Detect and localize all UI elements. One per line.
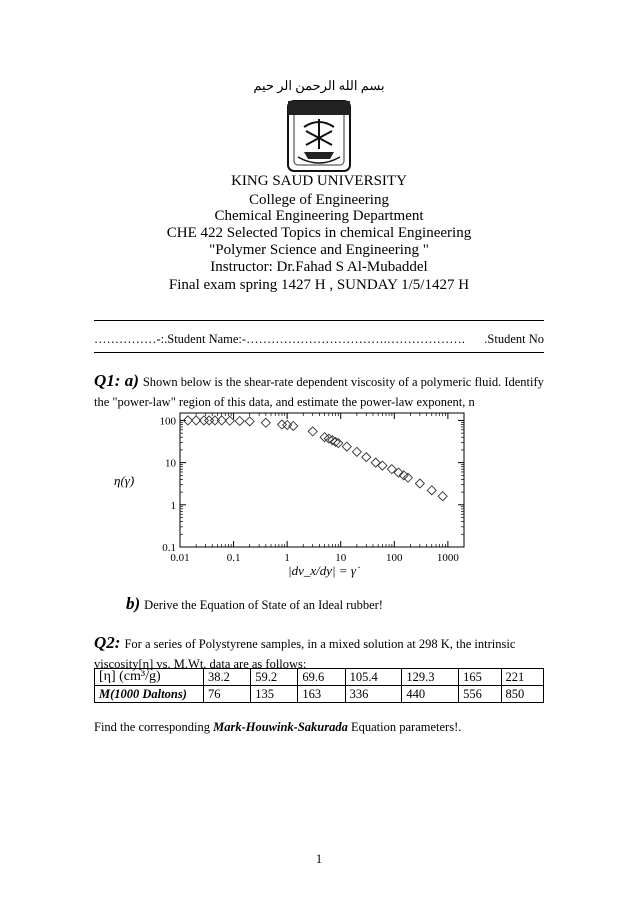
- exam-info: Final exam spring 1427 H , SUNDAY 1/5/1427 H: [168, 277, 470, 293]
- x-axis-label: |dv_x/dy| = γ̇: [288, 563, 356, 578]
- table-cell: 221: [501, 669, 543, 686]
- data-point: [415, 479, 424, 488]
- data-point: [427, 486, 436, 495]
- table-cell: 336: [345, 686, 402, 703]
- q2-text: For a series of Polystyrene samples, in a mixed solution at 298 K, the intrinsic viscosity[η] vs. M.Wt. data are as follows:: [94, 637, 516, 671]
- data-point: [225, 416, 234, 425]
- data-point: [438, 492, 447, 501]
- find-instruction: [94, 720, 461, 735]
- y-axis-label: η(γ̇): [114, 473, 135, 488]
- college-name: College of Engineering: [249, 192, 389, 208]
- data-point: [217, 416, 226, 425]
- viscosity-chart: [100, 405, 480, 585]
- row1-header: [η] (cm³/g): [95, 669, 204, 686]
- table-row: [95, 669, 544, 686]
- y-tick-label: 10: [165, 457, 176, 470]
- student-name-field: ……………-:.Student Name:-…………………………….……………….: [94, 332, 465, 346]
- table-cell: 135: [251, 686, 298, 703]
- data-point: [261, 418, 270, 427]
- table-cell: 105.4: [345, 669, 402, 686]
- course-title: CHE 422 Selected Topics in chemical Engineering: [166, 225, 472, 241]
- y-tick-label: 100: [159, 415, 176, 428]
- university-logo: [280, 97, 358, 175]
- q1-text: Shown below is the shear-rate dependent viscosity of a polymeric fluid. Identify the "power-law" region of this data, and estimate the power-law exponent, n: [94, 375, 544, 409]
- data-point: [371, 458, 380, 467]
- data-table: [94, 668, 544, 703]
- table-cell: 76: [204, 686, 251, 703]
- data-point: [387, 465, 396, 474]
- row2-header: M(1000 Daltons): [95, 686, 204, 703]
- page-number: 1: [315, 852, 323, 866]
- instructor: Instructor: Dr.Fahad S Al-Mubaddel: [210, 259, 428, 275]
- find-emph: Mark-Houwink-Sakurada: [213, 720, 348, 734]
- data-point: [378, 461, 387, 470]
- table-cell: 440: [402, 686, 459, 703]
- x-tick-label: 0.01: [170, 552, 190, 564]
- table-cell: 556: [459, 686, 501, 703]
- table-cell: 38.2: [204, 669, 251, 686]
- table-cell: 69.6: [298, 669, 345, 686]
- q1b-label: b): [126, 594, 141, 613]
- data-point: [235, 416, 244, 425]
- divider-top: [94, 320, 544, 321]
- x-tick-label: 100: [386, 552, 403, 564]
- y-tick-label: 1: [170, 499, 176, 512]
- x-tick-label: 1: [284, 552, 290, 564]
- course-subtitle: "Polymer Science and Engineering ": [209, 242, 429, 258]
- x-tick-label: 0.1: [226, 552, 241, 564]
- department-name: Chemical Engineering Department: [214, 208, 424, 224]
- q1b-text: Derive the Equation of State of an Ideal rubber!: [144, 598, 383, 612]
- q2-label: Q2:: [94, 633, 121, 652]
- data-point: [308, 427, 317, 436]
- university-name: KING SAUD UNIVERSITY: [231, 173, 407, 189]
- student-no-label: .Student No: [484, 332, 544, 346]
- data-point: [352, 447, 361, 456]
- table-row: [95, 686, 544, 703]
- table-cell: 163: [298, 686, 345, 703]
- table-cell: 850: [501, 686, 543, 703]
- student-line: [94, 332, 544, 347]
- divider-bottom: [94, 352, 544, 353]
- x-tick-label: 1000: [436, 552, 459, 564]
- data-point: [205, 416, 214, 425]
- bismillah: بسم الله الرحمن الر حيم: [253, 78, 385, 93]
- q1-label: Q1: a): [94, 371, 139, 390]
- x-tick-label: 10: [335, 552, 347, 564]
- table-cell: 165: [459, 669, 501, 686]
- data-point: [210, 416, 219, 425]
- find-pre: Find the corresponding: [94, 720, 214, 734]
- table-cell: 59.2: [251, 669, 298, 686]
- find-post: Equation parameters!.: [347, 720, 462, 734]
- y-tick-label: 0.1: [162, 542, 176, 554]
- data-point: [362, 453, 371, 462]
- data-point: [245, 417, 254, 426]
- question-1b: [126, 594, 383, 614]
- data-point: [342, 442, 351, 451]
- table-cell: 129.3: [402, 669, 459, 686]
